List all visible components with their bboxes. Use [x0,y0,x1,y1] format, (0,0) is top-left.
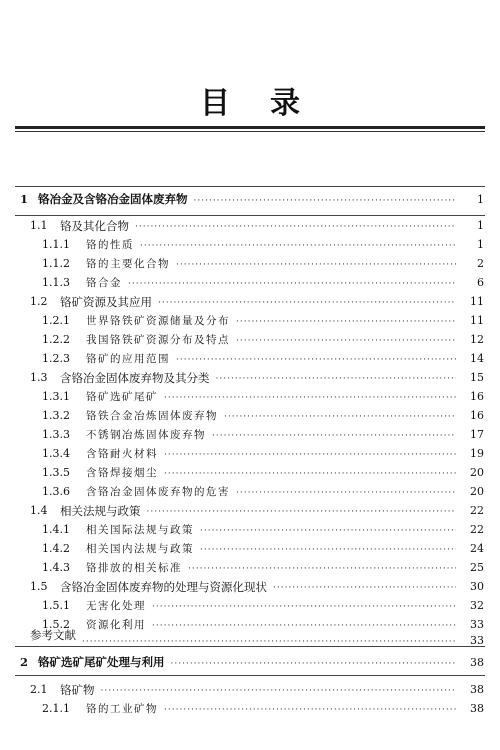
toc-entry-page-number: 30 [470,580,484,593]
toc-entry-number: 1.3.5 [42,466,70,479]
dot-leader [128,275,456,293]
toc-entry-number: 1 [20,192,29,206]
chapter-divider [15,675,485,676]
page-title: 目录 [200,86,340,121]
dot-leader [158,294,456,312]
toc-entry-label [0,502,141,520]
toc-entry-title: 资源化利用 [86,619,146,631]
toc-entry-number: 1.2 [30,295,48,308]
toc-entry-label [0,521,194,539]
toc-entry [0,700,500,718]
toc-entry-title: 含铬冶金固体废弃物的处理与资源化现状 [60,580,267,594]
dot-leader [224,408,456,426]
toc-entry-page-number: 17 [470,428,484,441]
toc-entry-page-number: 33 [470,618,484,631]
toc-entry-page-number: 33 [470,634,484,647]
toc-entry-label [0,700,158,718]
dot-leader [135,218,456,236]
dot-leader [236,313,456,331]
toc-entry-label [0,464,158,482]
toc-entry-label [0,483,230,501]
toc-entry-page-number: 38 [470,656,484,669]
toc-entry-number: 1.2.3 [42,352,70,365]
toc-entry-page-number: 6 [477,276,484,289]
dot-leader [140,237,456,255]
toc-entry [0,502,500,520]
toc-entry-label [0,236,134,254]
toc-entry-title: 世界铬铁矿资源储量及分布 [86,315,230,327]
toc-entry [0,217,500,235]
chapter-divider [15,186,485,187]
toc-entry [0,312,500,330]
toc-entry-label [0,331,230,349]
toc-entry-title: 不锈钢冶炼固体废弃物 [86,429,206,441]
toc-entry-title: 无害化处理 [86,600,146,612]
toc-entry-title: 铬合金 [86,277,122,289]
toc-entry-page-number: 11 [470,314,484,327]
toc-entry [0,255,500,273]
toc-entry [0,559,500,577]
toc-entry [0,681,500,699]
dot-leader [176,256,456,274]
toc-entry-label [0,312,230,330]
dot-leader [164,446,456,464]
dot-leader [101,682,457,700]
toc-entry-title: 铬排放的相关标准 [86,562,182,574]
toc-entry-page-number: 2 [477,257,484,270]
toc-entry-number: 1.5.2 [42,618,70,631]
title-rule-thin [15,131,485,132]
toc-entry-number: 1.1 [30,219,48,232]
dot-leader [200,541,456,559]
dot-leader [236,484,456,502]
toc-entry-number: 2 [20,655,29,669]
toc-entry-page-number: 22 [470,504,484,517]
toc-entry [0,388,500,406]
toc-entry-label [0,426,206,444]
toc-entry-title: 铬及其化合物 [60,219,129,233]
toc-entry-label [0,217,129,235]
toc-entry-label [0,540,194,558]
toc-entry-title: 铬冶金及含铬冶金固体废弃物 [38,192,188,206]
toc-entry-page-number: 14 [470,352,484,365]
toc-entry-label [0,653,165,671]
toc-entry-number: 1.3.4 [42,447,70,460]
dot-leader [82,633,456,651]
dot-leader [212,427,456,445]
toc-entry-number: 2.1 [30,683,48,696]
toc-entry-label [0,597,146,615]
toc-entry-page-number: 20 [470,485,484,498]
dot-leader [152,598,456,616]
toc-entry-title: 铬矿选矿尾矿处理与利用 [38,655,165,669]
toc-entry-title: 含铬焊接烟尘 [86,467,158,479]
toc-entry-title: 铬的工业矿物 [86,703,158,715]
toc-entry-title: 铬矿物 [60,683,95,697]
toc-entry-label [0,274,122,292]
toc-entry-title: 含铬耐火材料 [86,448,158,460]
toc-entry [0,597,500,615]
toc-entry-number: 1.3.1 [42,390,70,403]
toc-entry-label [0,407,218,425]
toc-entry-title: 相关法规与政策 [60,504,141,518]
dot-leader [188,560,456,578]
toc-entry [0,407,500,425]
toc-entry [0,350,500,368]
toc-entry [0,274,500,292]
toc-entry [0,293,500,311]
toc-entry-page-number: 38 [470,683,484,696]
toc-entry-title: 含铬冶金固体废弃物的危害 [86,486,230,498]
toc-entry-label [0,190,188,208]
toc-entry-page-number: 1 [477,219,484,232]
toc-entry [0,578,500,596]
toc-entry-title: 我国铬铁矿资源分布及特点 [86,334,230,346]
toc-entry-page-number: 22 [470,523,484,536]
toc-entry [0,521,500,539]
toc-entry-page-number: 20 [470,466,484,479]
toc-entry-title: 相关国际法规与政策 [86,524,194,536]
toc-entry-page-number: 11 [470,295,484,308]
toc-entry-title: 铬矿选矿尾矿 [86,391,158,403]
toc-entry-label [0,350,170,368]
toc-entry-page-number: 25 [470,561,484,574]
toc-entry-title: 铬的性质 [86,239,134,251]
toc-entry-number: 1.2.2 [42,333,70,346]
toc-entry-label [0,626,76,644]
title-rule-thick [15,126,485,129]
toc-entry-label [0,445,158,463]
toc-entry [0,236,500,254]
dot-leader [236,332,456,350]
toc-entry-number: 1.4.3 [42,561,70,574]
toc-entry-label [0,559,182,577]
toc-entry-page-number: 16 [470,409,484,422]
toc-entry-label [0,681,95,699]
toc-entry [0,653,500,671]
toc-entry-label [0,369,210,387]
chapter-divider [15,215,485,216]
dot-leader [176,351,456,369]
dot-leader [164,389,456,407]
toc-entry-number: 1.4.1 [42,523,70,536]
toc-entry-page-number: 12 [470,333,484,346]
dot-leader [216,370,457,388]
toc-entry-number: 1.1.3 [42,276,70,289]
toc-entry-title: 参考文献 [30,628,76,642]
toc-entry-number: 1.1.2 [42,257,70,270]
toc-entry-page-number: 19 [470,447,484,460]
toc-entry-number: 1.3.2 [42,409,70,422]
toc-entry-label [0,255,170,273]
toc-entry-title: 含铬冶金固体废弃物及其分类 [60,371,210,385]
toc-entry-page-number: 1 [477,193,484,206]
toc-entry [0,626,500,647]
toc-entry-title: 铬矿的应用范围 [86,353,170,365]
toc-entry-number: 1.3 [30,371,48,384]
dot-leader [171,655,457,673]
dot-leader [194,192,457,210]
toc-entry-page-number: 24 [470,542,484,555]
toc-entry-page-number: 1 [477,238,484,251]
toc-entry [0,426,500,444]
toc-entry [0,464,500,482]
dot-leader [164,465,456,483]
toc-entry-number: 1.5 [30,580,48,593]
toc-entry-title: 相关国内法规与政策 [86,543,194,555]
toc-entry-number: 1.1.1 [42,238,70,251]
toc-entry-number: 1.5.1 [42,599,70,612]
toc-entry-title: 铬的主要化合物 [86,258,170,270]
toc-entry [0,483,500,501]
dot-leader [164,701,456,719]
toc-entry [0,331,500,349]
toc-entry [0,190,500,208]
toc-entry-page-number: 32 [470,599,484,612]
toc-entry-title: 铬矿资源及其应用 [60,295,152,309]
toc-entry-page-number: 16 [470,390,484,403]
dot-leader [273,579,456,597]
toc-entry-number: 1.3.3 [42,428,70,441]
toc-entry-label [0,578,267,596]
toc-entry-number: 2.1.1 [42,702,70,715]
toc-entry-number: 1.4 [30,504,48,517]
toc-entry [0,540,500,558]
toc-entry-page-number: 38 [470,702,484,715]
toc-entry-title: 铬铁合金冶炼固体废弃物 [86,410,218,422]
toc-entry-number: 1.2.1 [42,314,70,327]
toc-entry [0,445,500,463]
toc-entry-page-number: 15 [470,371,484,384]
toc-entry [0,369,500,387]
toc-entry-label [0,388,158,406]
dot-leader [147,503,457,521]
dot-leader [200,522,456,540]
toc-entry-number: 1.4.2 [42,542,70,555]
toc-entry-label [0,293,152,311]
toc-entry-number: 1.3.6 [42,485,70,498]
